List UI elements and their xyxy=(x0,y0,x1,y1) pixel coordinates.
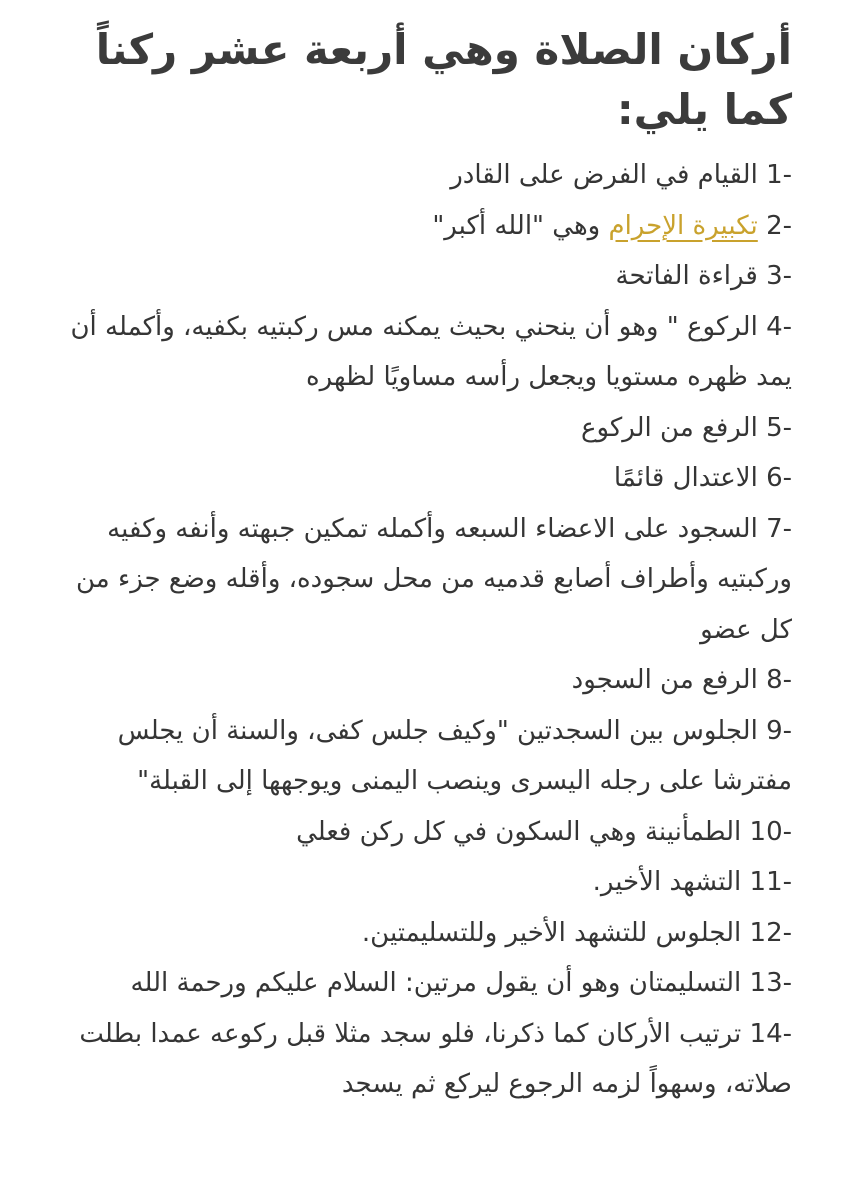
list-item-4 xyxy=(40,302,792,403)
item-text: التسليمتان وهو أن يقول مرتين: السلام عليكم ورحمة الله xyxy=(130,968,742,998)
list-item-14 xyxy=(40,1009,792,1110)
item-number: 9- xyxy=(766,715,792,746)
list-item-9 xyxy=(40,706,792,807)
list-item-1 xyxy=(40,150,792,201)
item-text: الجلوس بين السجدتين "وكيف جلس كفى، والسنة أن يجلس مفترشا على رجله اليسرى وينصب اليمنى ويوجهها إلى القبلة" xyxy=(117,715,792,796)
item-number: 6- xyxy=(766,463,792,493)
item-number: 14- xyxy=(749,1018,792,1049)
item-number: 1- xyxy=(766,160,792,190)
item-text: الرفع من الركوع xyxy=(580,412,758,443)
list-item-13 xyxy=(40,958,792,1009)
list-item-3 xyxy=(40,251,792,302)
item-number: 12- xyxy=(749,917,792,948)
item-number: 7- xyxy=(766,513,792,544)
item-text: وهي "الله أكبر" xyxy=(432,210,609,241)
item-number: 4- xyxy=(766,311,792,342)
article-body xyxy=(40,0,792,1110)
list-item-11 xyxy=(40,857,792,908)
list-item-12 xyxy=(40,908,792,959)
item-text: قراءة الفاتحة xyxy=(615,261,758,291)
item-number: 2- xyxy=(766,210,792,241)
list-item-8 xyxy=(40,655,792,706)
list-item-5 xyxy=(40,403,792,454)
list-item-7 xyxy=(40,504,792,656)
item-number: 10- xyxy=(749,816,792,847)
item-text: التشهد الأخير. xyxy=(592,867,742,897)
list-item-6 xyxy=(40,453,792,504)
item-text: الاعتدال قائمًا xyxy=(613,463,758,493)
takbirat-al-ihram-link[interactable]: تكبيرة الإحرام xyxy=(608,210,758,241)
item-text: الطمأنينة وهي السكون في كل ركن فعلي xyxy=(296,816,742,847)
item-text: السجود على الاعضاء السبعه وأكمله تمكين جبهته وأنفه وكفيه وركبتيه وأطراف أصابع قدميه من محل سجوده، وأقله وضع جزء من كل عضو xyxy=(76,513,792,645)
item-text: الرفع من السجود xyxy=(571,665,758,695)
item-number: 5- xyxy=(766,412,792,443)
item-text: القيام في الفرض على القادر xyxy=(450,160,758,190)
list-item-2 xyxy=(40,201,792,252)
article-title: أركان الصلاة وهي أربعة عشر ركناً كما يلي: xyxy=(95,25,792,134)
list-item-10 xyxy=(40,807,792,858)
item-number: 11- xyxy=(749,867,792,897)
pillars-list xyxy=(40,150,792,1110)
item-text: الجلوس للتشهد الأخير وللتسليمتين. xyxy=(361,917,742,948)
item-number: 8- xyxy=(766,665,792,695)
item-number: 3- xyxy=(766,261,792,291)
item-text: ترتيب الأركان كما ذكرنا، فلو سجد مثلا قبل ركوعه عمدا بطلت صلاته، وسهواً لزمه الرجوع ليركع ثم يسجد xyxy=(79,1018,792,1099)
item-text: الركوع " وهو أن ينحني بحيث يمكنه مس ركبتيه بكفيه، وأكمله أن يمد ظهره مستويا ويجعل رأسه مساويًا لظهره xyxy=(70,311,792,392)
item-number: 13- xyxy=(749,968,792,998)
